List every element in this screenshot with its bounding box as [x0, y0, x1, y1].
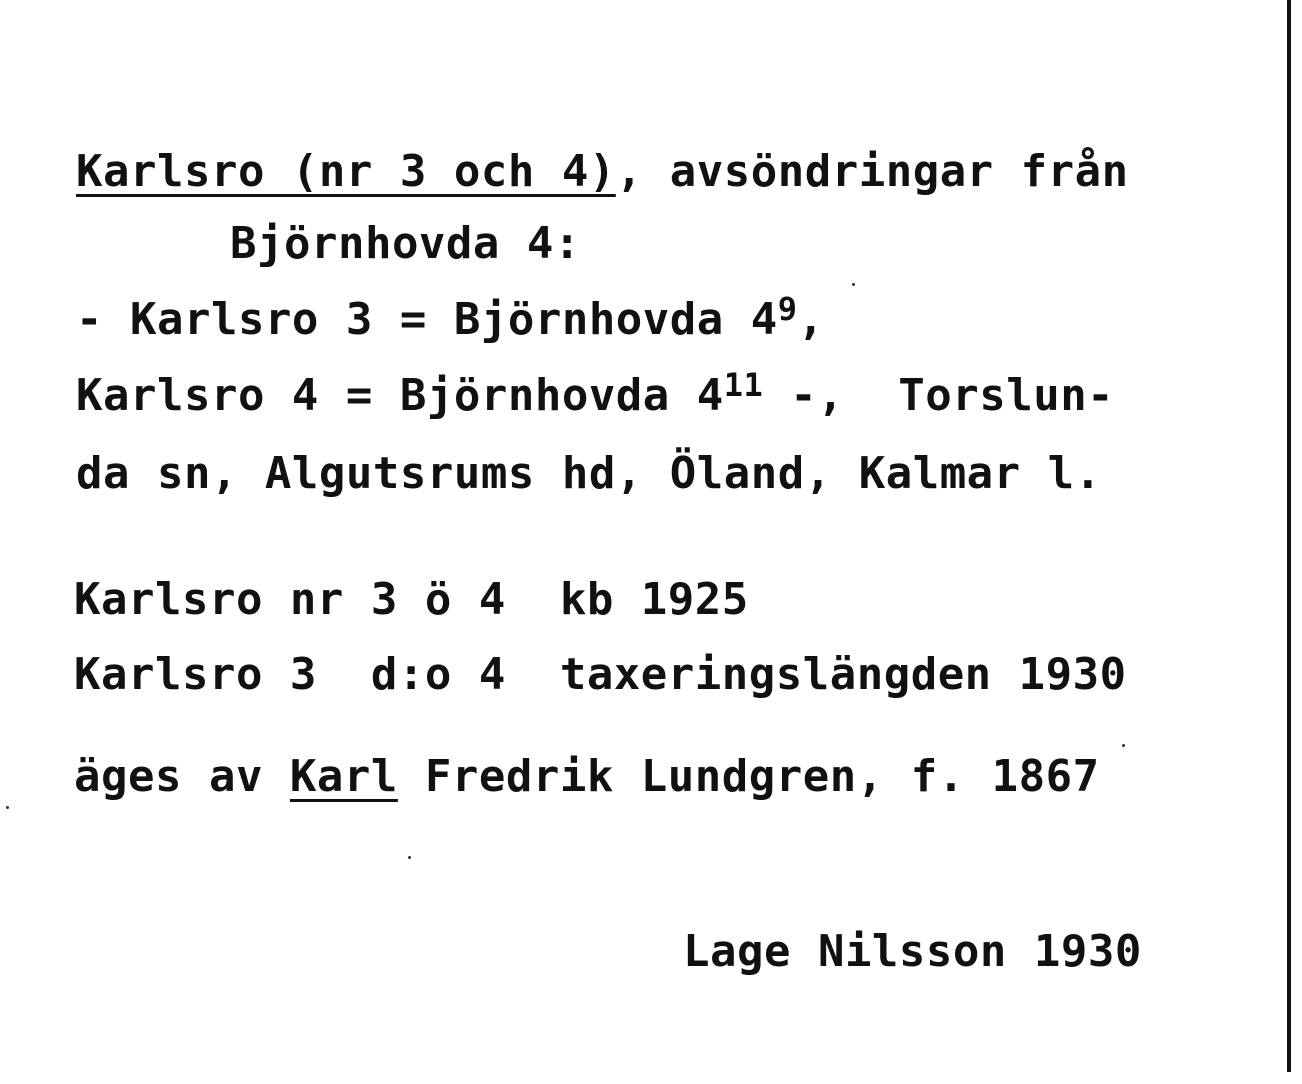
location-line: da sn, Algutsrums hd, Öland, Kalmar l.: [76, 448, 1102, 499]
mapping-line-1-text: - Karlsro 3 = Björnhovda 4: [76, 294, 778, 345]
signature: Lage Nilsson 1930: [683, 926, 1142, 977]
source-line-2: Karlsro 3 d:o 4 taxeringslängden 1930: [74, 649, 1127, 700]
mapping-line-2-tail: -, Torslun-: [763, 370, 1115, 421]
speck: [1122, 744, 1125, 747]
owner-rest: Fredrik Lundgren, f. 1867: [397, 751, 1100, 802]
owner-line: [74, 751, 1100, 802]
speck: [408, 856, 411, 859]
card-edge: [1287, 0, 1291, 1072]
card-heading: [76, 146, 1129, 197]
speck: [6, 806, 9, 809]
heading-place-name: Karlsro (nr 3 och 4): [76, 146, 616, 197]
mapping-line-2-sup: 11: [723, 366, 764, 404]
owner-prefix: äges av: [74, 751, 290, 802]
mapping-line-2-text: Karlsro 4 = Björnhovda 4: [76, 370, 724, 421]
origin-estate: Björnhovda 4:: [230, 218, 581, 269]
mapping-line-1: [76, 290, 825, 345]
owner-first-name: Karl: [289, 751, 398, 802]
mapping-line-1-tail: ,: [797, 294, 825, 345]
speck: [852, 283, 855, 286]
heading-rest: , avsöndringar från: [615, 146, 1129, 197]
mapping-line-2: [76, 366, 1115, 421]
source-line-1: Karlsro nr 3 ö 4 kb 1925: [74, 574, 749, 625]
mapping-line-1-sup: 9: [777, 290, 798, 328]
